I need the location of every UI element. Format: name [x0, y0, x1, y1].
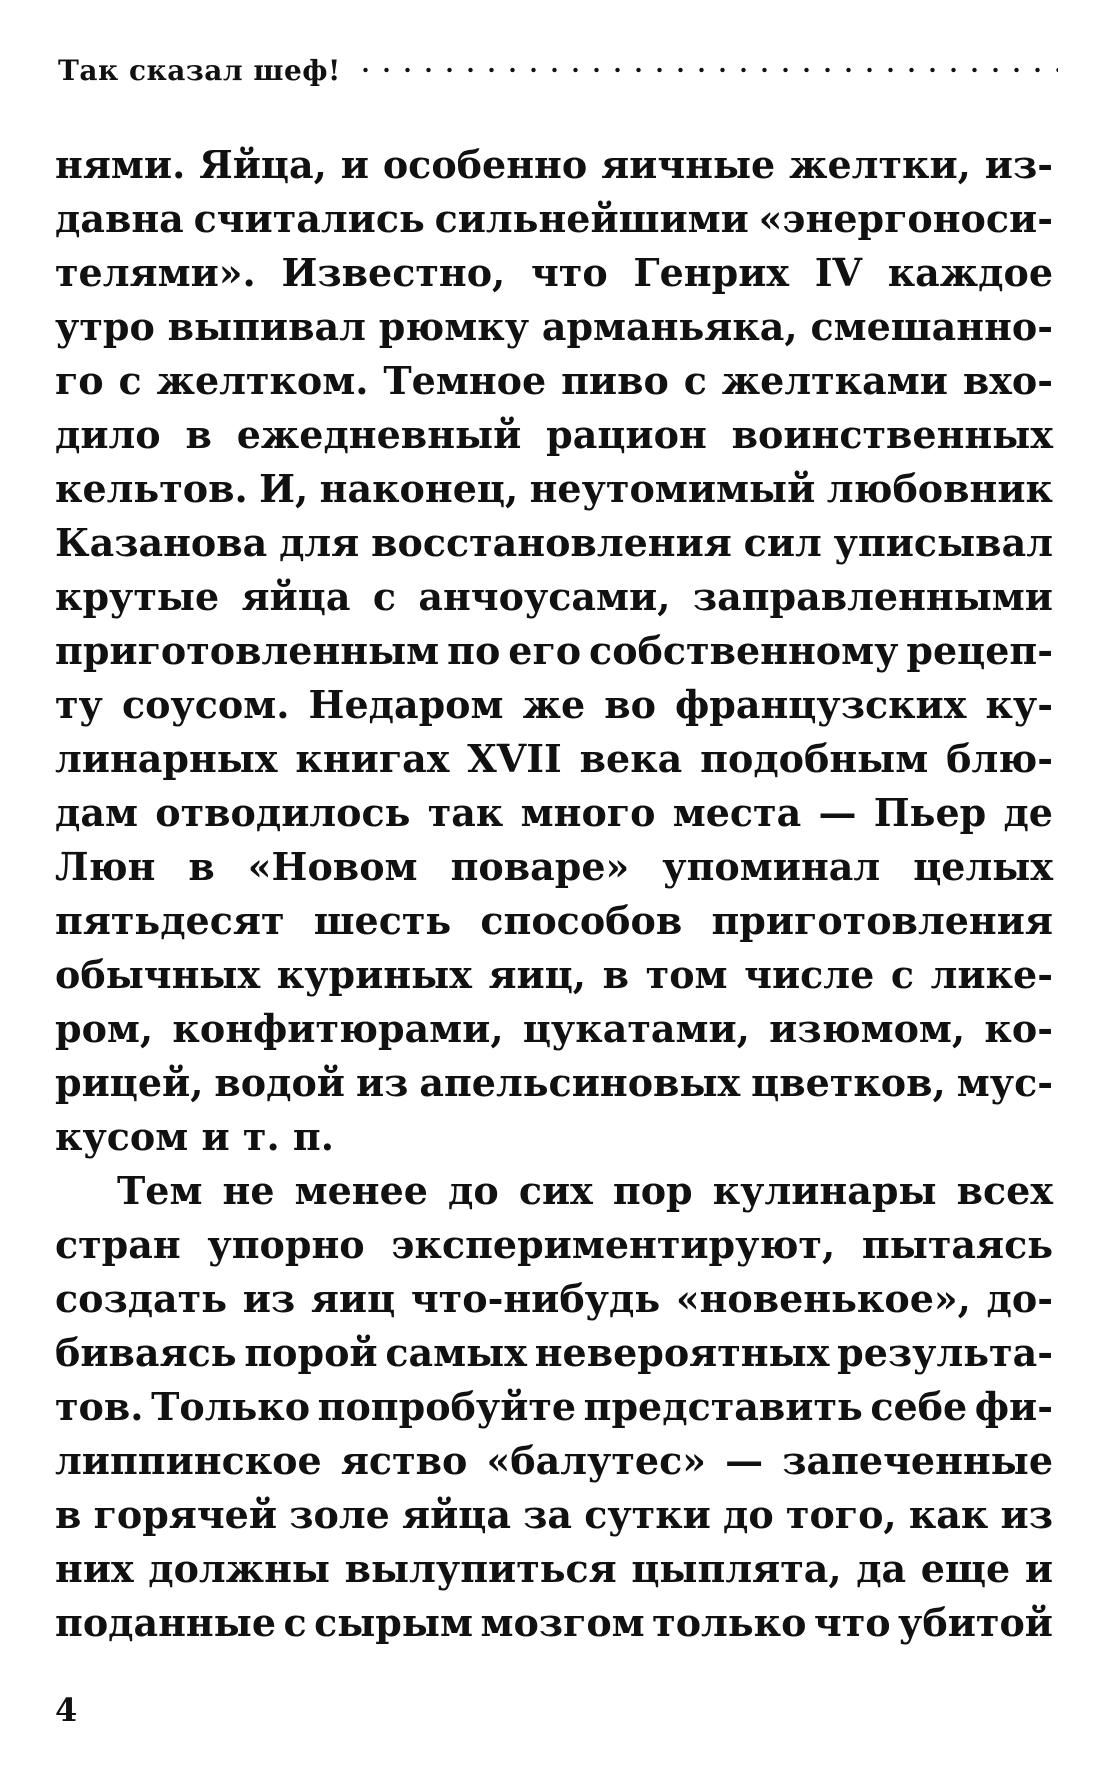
running-title: Так сказал шеф! [58, 53, 341, 87]
text-line: тов. Только попробуйте представить себе фи- [55, 1384, 1053, 1429]
paragraph-2 [55, 1164, 1053, 1650]
text-line: утро выпивал рюмку арманьяка, смешанно- [55, 304, 1053, 349]
page-number: 4 [55, 1691, 78, 1729]
text-line: кусом и т. п. [55, 1114, 334, 1159]
text-line: нями. Яйца, и особенно яичные желтки, из- [55, 142, 1053, 187]
text-line: кельтов. И, наконец, неутомимый любовник [55, 466, 1053, 511]
text-line: дило в ежедневный рацион воинственных [55, 412, 1053, 457]
text-line: дам отводилось так много места — Пьер де [55, 790, 1053, 835]
text-line: в горячей золе яйца за сутки до того, как из [55, 1492, 1053, 1537]
text-line: крутые яйца с анчоусами, заправленными [55, 574, 1053, 619]
body-text [55, 138, 1053, 1650]
text-line: поданные с сырым мозгом только что убитой [55, 1600, 1053, 1645]
text-line: ту соусом. Недаром же во французских ку- [55, 682, 1053, 727]
text-line: Казанова для восстановления сил уписывал [55, 520, 1053, 565]
text-line: биваясь порой самых невероятных результа- [55, 1330, 1053, 1375]
text-line: линарных книгах XVII века подобным блю- [55, 736, 1053, 781]
text-line: го с желтком. Темное пиво с желтками вхо- [55, 358, 1053, 403]
text-line: приготовленным по его собственному рецеп- [55, 628, 1053, 673]
text-line: пятьдесят шесть способов приготовления [55, 898, 1053, 943]
text-line: рицей, водой из апельсиновых цветков, мус- [55, 1060, 1053, 1105]
text-line: ром, конфитюрами, цукатами, изюмом, ко- [55, 1006, 1053, 1051]
text-line: стран упорно экспериментируют, пытаясь [55, 1222, 1053, 1267]
text-line: создать из яиц что-нибудь «новенькое», до- [55, 1276, 1053, 1321]
text-line: липпинское яство «балутес» — запеченные [55, 1438, 1053, 1483]
paragraph-1 [55, 138, 1053, 1164]
text-line: телями». Известно, что Генрих IV каждое [55, 250, 1053, 295]
text-line: Тем не менее до сих пор кулинары всех [117, 1168, 1053, 1213]
text-line: обычных куриных яиц, в том числе с лике- [55, 952, 1053, 997]
running-header [58, 50, 1058, 90]
dot-leader [355, 67, 1058, 73]
text-line: давна считались сильнейшими «энергоноси- [55, 196, 1053, 241]
text-line: Люн в «Новом поваре» упоминал целых [55, 844, 1053, 889]
text-line: них должны вылупиться цыплята, да еще и [55, 1546, 1053, 1591]
